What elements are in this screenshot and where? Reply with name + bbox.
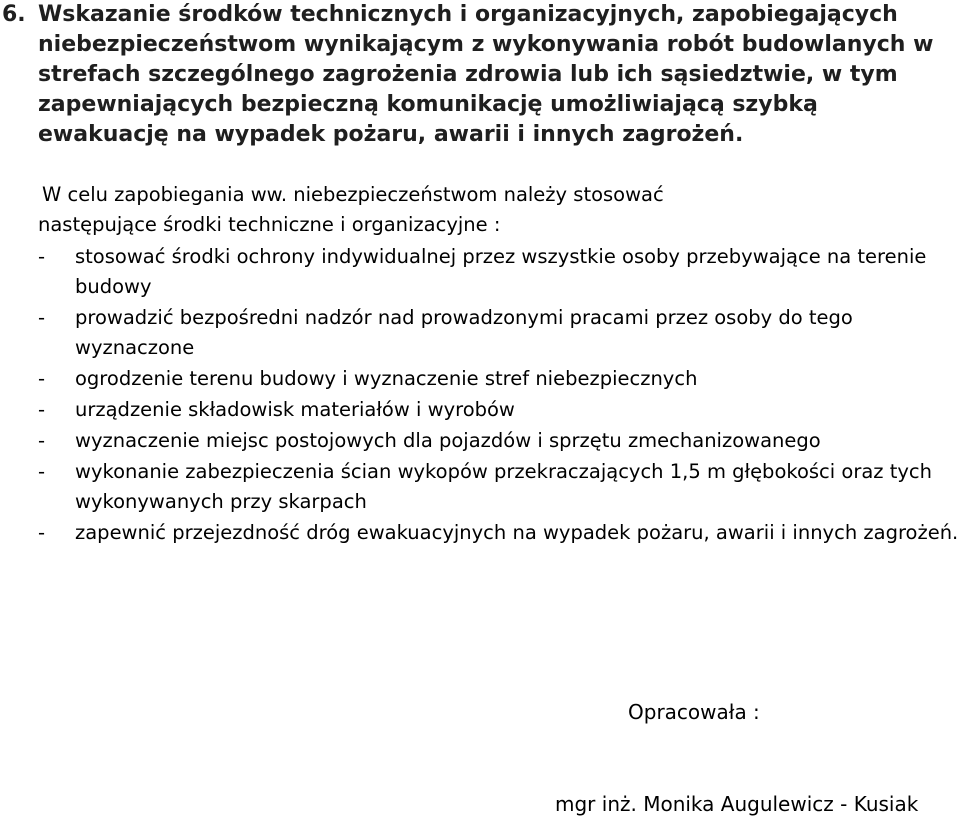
list-item [0,518,960,548]
list-item-text: prowadzić bezpośredni nadzór nad prowadzonymi pracami przez osoby do tego wyznaczone [75,306,853,359]
list-item-text: wyznaczenie miejsc postojowych dla pojazdów i sprzętu zmechanizowanego [75,429,821,452]
list-item [0,426,960,456]
intro-lead: W celu zapobiegania ww. niebezpieczeństwom należy stosować [42,183,664,206]
list-bullet: - [38,460,46,483]
list-bullet: - [38,245,46,268]
list-item-text: stosować środki ochrony indywidualnej przez wszystkie osoby przebywające na terenie budowy [75,245,927,298]
list-item-text: urządzenie składowisk materiałów i wyrobów [75,398,515,421]
prepared-by-label: Opracowała : [628,700,760,724]
list-item-text: wykonanie zabezpieczenia ścian wykopów przekraczających 1,5 m głębokości oraz tych wykonywanych przy skarpach [75,460,932,513]
list-item [0,395,960,425]
list-bullet: - [38,429,46,452]
list-item [0,303,960,363]
list-item [0,364,960,394]
list-bullet: - [38,398,46,421]
author-name: mgr inż. Monika Augulewicz - Kusiak [555,792,919,816]
intro-continuation: następujące środki techniczne i organizacyjne : [38,213,501,236]
measures-list [0,242,960,549]
list-item [0,242,960,302]
section-title: Wskazanie środków technicznych i organizacyjnych, zapobiegających niebezpieczeństwom wynikającym z wykonywania robót budowlanych w strefach szczególnego zagrożenia zdrowia lub ich sąsiedztwie, w tym zapewniających bezpieczną komunikację umożliwiającą szybką ewakuację na wypadek pożaru, awarii i innych zagrożeń. [38,2,934,147]
list-bullet: - [38,306,46,329]
list-item-text: ogrodzenie terenu budowy i wyznaczenie stref niebezpiecznych [75,367,698,390]
list-bullet: - [38,367,46,390]
intro-paragraph [38,180,948,240]
list-item-text: zapewnić przejezdność dróg ewakuacyjnych na wypadek pożaru, awarii i innych zagrożeń. [75,521,959,544]
list-bullet: - [38,521,46,544]
list-item [0,457,960,517]
section-number: 6. [2,2,26,27]
